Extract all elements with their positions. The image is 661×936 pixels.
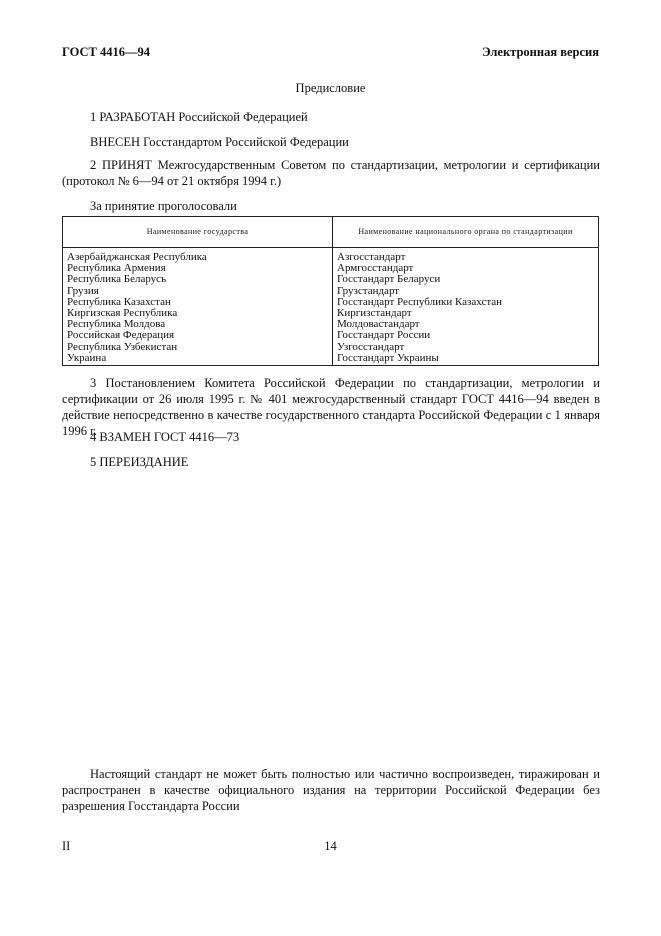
table-cell-state: Республика Армения [63, 263, 333, 274]
table-cell-body: Госстандарт Украины [333, 353, 599, 366]
paragraph-adopted: 2 ПРИНЯТ Межгосударственным Советом по стандартизации, метрологии и сертификации (протокол № 6—94 от 21 октября 1994 г.) [62, 158, 600, 188]
voting-table [62, 216, 599, 366]
paragraph-reissue: 5 ПЕРЕИЗДАНИЕ [90, 455, 189, 469]
table-header-national-body: Наименование национального органа по стандартизации [333, 217, 599, 248]
table-cell-body: Армгосстандарт [333, 263, 599, 274]
table-cell-state: Грузия [63, 286, 333, 297]
table-row [63, 274, 599, 285]
table-row [63, 353, 599, 366]
table-cell-state: Республика Узбекистан [63, 342, 333, 353]
table-cell-body: Грузстандарт [333, 286, 599, 297]
paragraph-voted: За принятие проголосовали [90, 199, 237, 213]
table-cell-state: Киргизская Республика [63, 308, 333, 319]
table-row [63, 248, 599, 264]
table-cell-state: Республика Беларусь [63, 274, 333, 285]
footer-roman-page: II [62, 839, 71, 853]
footer-page-number: 14 [324, 839, 337, 853]
table-cell-state: Российская Федерация [63, 330, 333, 341]
paragraph-introduced: ВНЕСЕН Госстандартом Российской Федерации [90, 135, 349, 149]
table-header-row [63, 217, 599, 248]
table-cell-body: Молдовастандарт [333, 319, 599, 330]
header-standard-number: ГОСТ 4416—94 [62, 45, 151, 59]
header-electronic-version: Электронная версия [482, 45, 599, 59]
table-cell-body: Госстандарт России [333, 330, 599, 341]
table-cell-body: Госстандарт Республики Казахстан [333, 297, 599, 308]
table-cell-body: Госстандарт Беларуси [333, 274, 599, 285]
table-header-state: Наименование государства [63, 217, 333, 248]
table-row [63, 330, 599, 341]
table-cell-body: Азгосстандарт [333, 248, 599, 264]
paragraph-developed: 1 РАЗРАБОТАН Российской Федерацией [90, 110, 308, 124]
paragraph-replaces: 4 ВЗАМЕН ГОСТ 4416—73 [90, 430, 240, 444]
table-cell-body: Узгосстандарт [333, 342, 599, 353]
table-row [63, 342, 599, 353]
table-cell-state: Украина [63, 353, 333, 366]
table-cell-state: Республика Молдова [63, 319, 333, 330]
table-cell-body: Киргизстандарт [333, 308, 599, 319]
table-cell-state: Республика Казахстан [63, 297, 333, 308]
paragraph-resolution: 3 Постановлением Комитета Российской Федерации по стандартизации, метрологии и сертификации от 26 июля 1995 г. № 401 межгосударственный стандарт ГОСТ 4416—94 введен в действие непосредственно в качестве государственного стандарта Российской Федерации с 1 января 1996 г. [62, 376, 600, 438]
table-cell-state: Азербайджанская Республика [63, 248, 333, 264]
page-title: Предисловие [295, 81, 366, 95]
paragraph-copyright: Настоящий стандарт не может быть полностью или частично воспроизведен, тиражирован и распространен в качестве официального издания на территории Российской Федерации без разрешения Госстандарта России [62, 767, 600, 813]
